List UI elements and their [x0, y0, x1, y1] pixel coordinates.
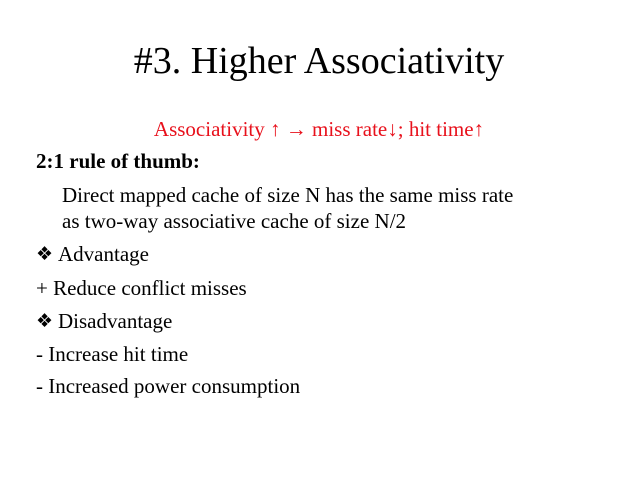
- diamond-bullet-icon: ❖: [36, 310, 54, 332]
- slide-title: #3. Higher Associativity: [133, 40, 505, 82]
- advantage-item: + Reduce conflict misses: [36, 276, 247, 300]
- rule-heading: 2:1 rule of thumb:: [36, 149, 200, 173]
- disadvantage-item: - Increased power consumption: [36, 374, 301, 398]
- slide-subtitle: Associativity ↑ → miss rate↓; hit time↑: [153, 117, 485, 141]
- rule-text-line-2: as two-way associative cache of size N/2: [62, 209, 407, 233]
- disadvantage-bullet: [36, 308, 172, 334]
- advantage-label: Advantage: [58, 242, 149, 266]
- diamond-bullet-icon: ❖: [36, 243, 54, 265]
- advantage-bullet: [36, 241, 149, 267]
- rule-text-line-1: Direct mapped cache of size N has the same miss rate: [62, 183, 514, 207]
- disadvantage-label: Disadvantage: [58, 309, 173, 333]
- disadvantage-item: - Increase hit time: [36, 342, 189, 366]
